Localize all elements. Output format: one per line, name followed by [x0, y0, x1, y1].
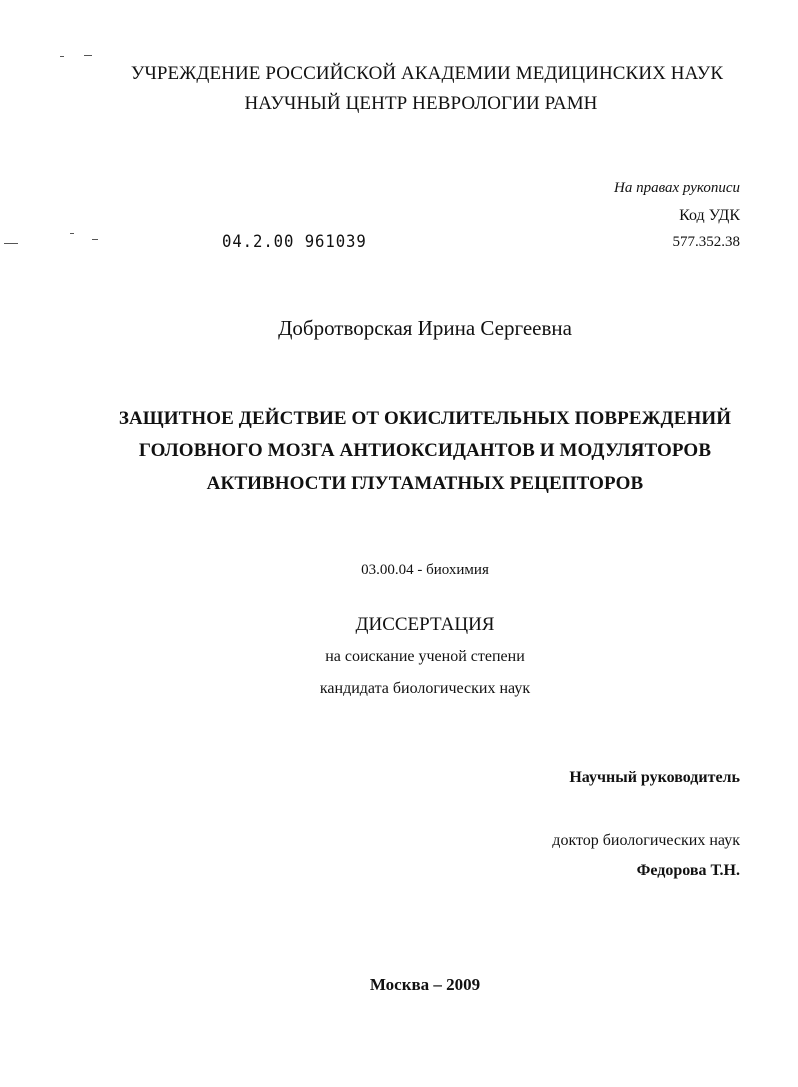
author-name: Добротворская Ирина Сергеевна — [278, 316, 572, 340]
scan-speck — [84, 55, 92, 56]
scan-speck — [4, 243, 18, 244]
title-line-3: АКТИВНОСТИ ГЛУТАМАТНЫХ РЕЦЕПТОРОВ — [206, 473, 644, 494]
rights-note: На правах рукописи — [614, 180, 740, 196]
udk-code: 577.352.38 — [672, 234, 740, 250]
specialty: 03.00.04 - биохимия — [361, 562, 489, 578]
city-year: Москва – 2009 — [369, 975, 481, 994]
scan-speck — [92, 239, 98, 240]
dissertation-label: ДИССЕРТАЦИЯ — [355, 614, 495, 635]
scan-speck — [60, 56, 64, 57]
degree-line-1: на соискание ученой степени — [325, 648, 525, 665]
udk-label: Код УДК — [679, 207, 740, 224]
degree-line-2: кандидата биологических наук — [319, 680, 531, 697]
institution-line-2: НАУЧНЫЙ ЦЕНТР НЕВРОЛОГИИ РАМН — [244, 93, 598, 114]
scan-speck — [70, 233, 74, 234]
supervisor-name: Федорова Т.Н. — [636, 862, 740, 879]
title-line-1: ЗАЩИТНОЕ ДЕЙСТВИЕ ОТ ОКИСЛИТЕЛЬНЫХ ПОВРЕЖДЕНИЙ — [118, 408, 732, 429]
title-line-2: ГОЛОВНОГО МОЗГА АНТИОКСИДАНТОВ И МОДУЛЯТОРОВ — [138, 440, 712, 461]
supervisor-label: Научный руководитель — [569, 769, 740, 786]
registration-stamp: 04.2.00 961039 — [222, 232, 367, 252]
supervisor-degree: доктор биологических наук — [552, 832, 740, 849]
institution-line-1: УЧРЕЖДЕНИЕ РОССИЙСКОЙ АКАДЕМИИ МЕДИЦИНСКИХ НАУК — [130, 63, 724, 84]
